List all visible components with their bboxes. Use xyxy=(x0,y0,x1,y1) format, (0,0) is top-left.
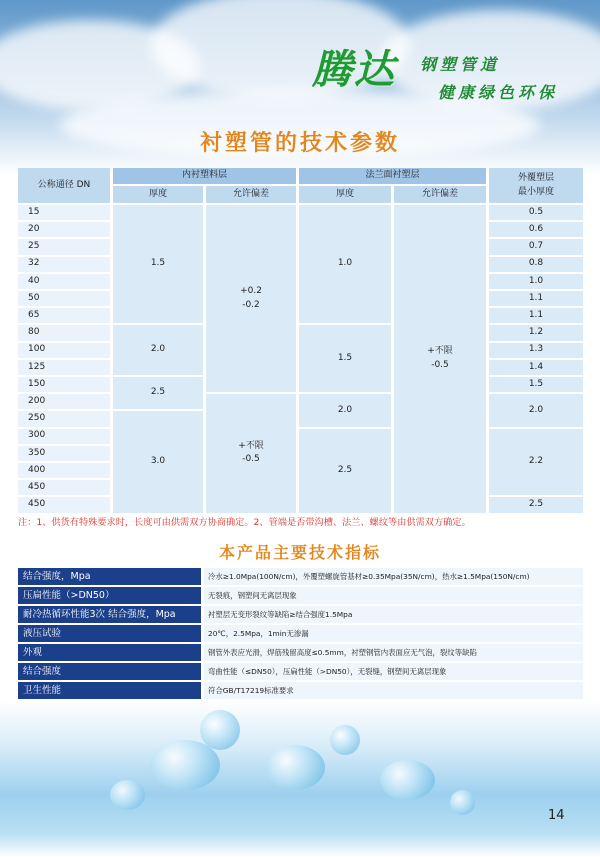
dn-cell: 100 xyxy=(18,343,110,358)
outer-min-cell: 1.2 xyxy=(489,325,583,340)
outer-min-cell: 1.3 xyxy=(489,343,583,358)
spec-value: 20℃，2.5Mpa，1min无渗漏 xyxy=(204,625,583,642)
outer-min-cell: 1.5 xyxy=(489,377,583,392)
spec-value: 钢管外表应光滑，焊筋残留高度≤0.5mm，衬塑钢管内表面应无气泡，裂纹等缺陷 xyxy=(204,644,583,661)
flange-thickness-cell: 1.0 xyxy=(299,205,391,323)
inner-tolerance-cell: +0.2 -0.2 xyxy=(206,205,296,392)
header-outer: 外覆塑层 最小厚度 xyxy=(489,168,583,203)
water-droplet xyxy=(380,760,435,800)
dn-cell: 50 xyxy=(18,291,110,306)
outer-min-cell: 1.1 xyxy=(489,291,583,306)
header-flange-tolerance: 允许偏差 xyxy=(394,186,486,203)
dn-cell: 40 xyxy=(18,274,110,289)
spec-value: 冷水≥1.0Mpa(100N/cm)，外覆塑螺旋管基材≥0.35Mpa(35N/cm)，热水≥1.5Mpa(150N/cm) xyxy=(204,568,583,585)
water-droplet xyxy=(450,790,475,815)
spec-label: 卫生性能 xyxy=(18,682,201,699)
outer-min-cell: 1.4 xyxy=(489,360,583,375)
dn-cell: 80 xyxy=(18,325,110,340)
outer-min-cell: 2.0 xyxy=(489,394,583,426)
outer-min-cell: 2.5 xyxy=(489,497,583,512)
spec-label: 结合强度 xyxy=(18,663,201,680)
dn-cell: 350 xyxy=(18,446,110,461)
header-dn: 公称通径 DN xyxy=(18,168,110,203)
outer-min-cell: 1.0 xyxy=(489,274,583,289)
spec-value: 衬塑层无变形裂纹等缺陷≥结合强度1.5Mpa xyxy=(204,606,583,623)
dn-cell: 200 xyxy=(18,394,110,409)
outer-min-cell: 0.7 xyxy=(489,239,583,254)
spec-value: 符合GB/T17219标准要求 xyxy=(204,682,583,699)
inner-thickness-cell: 1.5 xyxy=(113,205,203,323)
spec-list xyxy=(18,568,583,701)
outer-min-cell: 1.1 xyxy=(489,308,583,323)
dn-cell: 300 xyxy=(18,429,110,444)
dn-cell: 450 xyxy=(18,480,110,495)
page-title: 衬塑管的技术参数 xyxy=(199,131,400,156)
flange-thickness-cell: 2.5 xyxy=(299,429,391,513)
spec-value: 弯曲性能（≤DN50），压扁性能（>DN50），无裂缝，钢塑间无离层现象 xyxy=(204,663,583,680)
dn-cell: 65 xyxy=(18,308,110,323)
outer-min-cell: 2.2 xyxy=(489,429,583,496)
outer-min-cell: 0.8 xyxy=(489,257,583,272)
dn-cell: 25 xyxy=(18,239,110,254)
header-inner-tolerance: 允许偏差 xyxy=(206,186,296,203)
section-subtitle: 本产品主要技术指标 xyxy=(218,543,381,562)
flange-tolerance-cell: +不限 -0.5 xyxy=(394,205,486,513)
spec-label: 耐冷热循环性能3次 结合强度，Mpa xyxy=(18,606,201,623)
page-number: 14 xyxy=(548,808,565,823)
spec-label: 压扁性能（>DN50） xyxy=(18,587,201,604)
header-flange-group: 法兰面衬塑层 xyxy=(299,168,486,184)
flange-thickness-cell: 1.5 xyxy=(299,325,391,392)
spec-row xyxy=(18,568,583,585)
outer-min-cell: 0.6 xyxy=(489,222,583,237)
tech-parameters-table xyxy=(18,168,583,512)
flange-thickness-cell: 2.0 xyxy=(299,394,391,426)
water-droplet xyxy=(200,710,240,750)
spec-row xyxy=(18,644,583,661)
header-flange-thickness: 厚度 xyxy=(299,186,391,203)
outer-min-cell: 0.5 xyxy=(489,205,583,220)
dn-cell: 32 xyxy=(18,257,110,272)
brand-slogan-line1: 钢塑管道 xyxy=(420,55,501,74)
spec-row xyxy=(18,606,583,623)
table-note: 注：1、供货有特殊要求时，长度可由供需双方协商确定。2、管端是否带沟槽、法兰、螺纹等由供需双方确定。 xyxy=(18,517,471,528)
spec-row xyxy=(18,625,583,642)
header-inner-group: 内衬塑料层 xyxy=(113,168,296,184)
spec-value: 无裂痕，钢塑间无离层现象 xyxy=(204,587,583,604)
spec-row xyxy=(18,663,583,680)
brand-name: 腾达 xyxy=(312,46,396,93)
dn-cell: 20 xyxy=(18,222,110,237)
header-inner-thickness: 厚度 xyxy=(113,186,203,203)
brand-slogan-line2: 健康绿色环保 xyxy=(438,83,559,102)
dn-cell: 400 xyxy=(18,463,110,478)
water-droplet xyxy=(330,725,360,755)
dn-cell: 15 xyxy=(18,205,110,220)
dn-cell: 250 xyxy=(18,411,110,426)
spec-label: 液压试验 xyxy=(18,625,201,642)
dn-cell: 125 xyxy=(18,360,110,375)
inner-thickness-cell: 2.0 xyxy=(113,325,203,375)
spec-label: 外观 xyxy=(18,644,201,661)
inner-thickness-cell: 3.0 xyxy=(113,411,203,512)
spec-row xyxy=(18,587,583,604)
water-droplet xyxy=(110,780,145,810)
inner-tolerance-cell: +不限 -0.5 xyxy=(206,394,296,512)
brand-logo xyxy=(312,38,592,108)
dn-cell: 150 xyxy=(18,377,110,392)
spec-label: 结合强度，Mpa xyxy=(18,568,201,585)
inner-thickness-cell: 2.5 xyxy=(113,377,203,409)
dn-cell: 450 xyxy=(18,497,110,512)
water-droplet xyxy=(265,745,325,790)
spec-row xyxy=(18,682,583,699)
water-splash-image xyxy=(0,700,600,857)
